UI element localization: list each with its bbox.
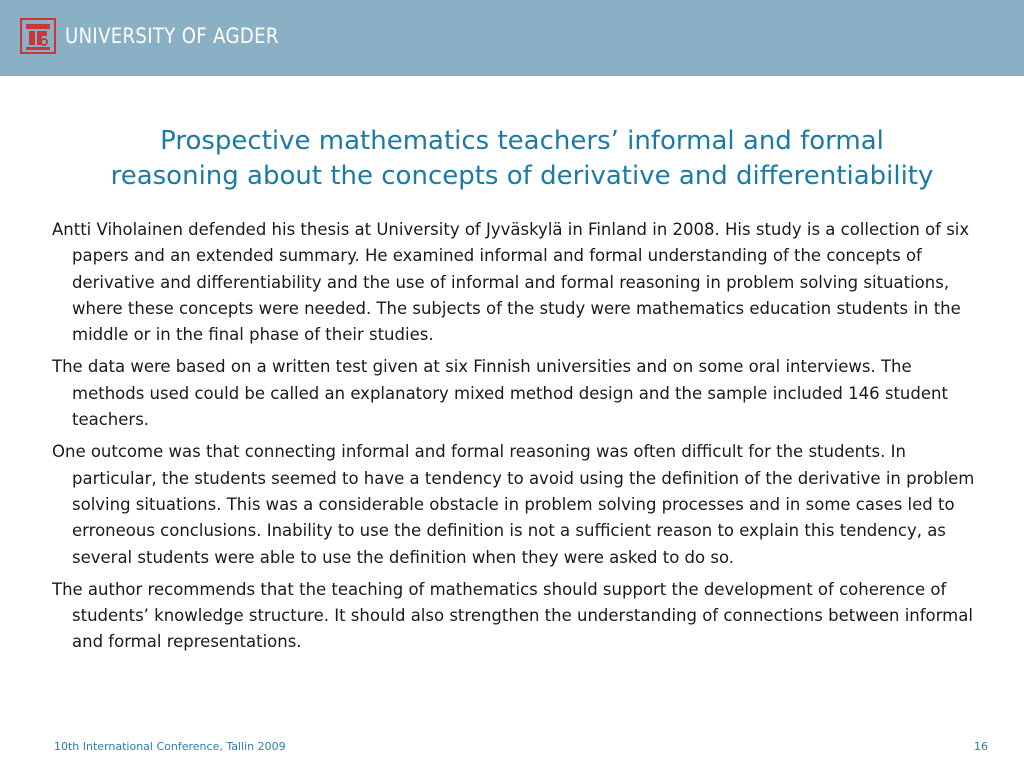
- body-paragraph: The author recommends that the teaching of mathematics should support the development of coherence of students’ knowledge structure. It should also strengthen the understanding of connections between informal and formal representations.: [52, 579, 973, 652]
- slide-title-line-1: Prospective mathematics teachers’ informal and formal: [160, 126, 884, 156]
- body-paragraph: Antti Viholainen defended his thesis at University of Jyväskylä in Finland in 2008. His study is a collection of six papers and an extended summary. He examined informal and formal understanding of the concepts of derivative and differentiability and the use of informal and formal reasoning in problem solving situations, where these concepts were needed. The subjects of the study were mathematics education students in the middle or in the final phase of their studies.: [52, 220, 970, 345]
- header-band: [0, 0, 1024, 76]
- slide-body: [52, 217, 982, 662]
- slide-title: [40, 124, 1004, 194]
- university-of-agder-logo-icon: [20, 18, 56, 54]
- brand-name: UNIVERSITY OF AGDER: [65, 24, 279, 48]
- footer-conference: 10th International Conference, Tallin 2009: [54, 740, 286, 753]
- body-paragraph: The data were based on a written test given at six Finnish universities and on some oral interviews. The methods used could be called an explanatory mixed method design and the sample included 146 student teachers.: [52, 357, 948, 430]
- body-paragraph: One outcome was that connecting informal and formal reasoning was often difficult for the students. In particular, the students seemed to have a tendency to avoid using the definition of the derivative in problem solving situations. This was a considerable obstacle in problem solving processes and in some cases led to erroneous conclusions. Inability to use the definition is not a sufficient reason to explain this tendency, as several students were able to use the definition when they were asked to do so.: [52, 442, 975, 567]
- slide-title-line-2: reasoning about the concepts of derivative and differentiability: [110, 161, 934, 191]
- page-number: 16: [974, 740, 988, 753]
